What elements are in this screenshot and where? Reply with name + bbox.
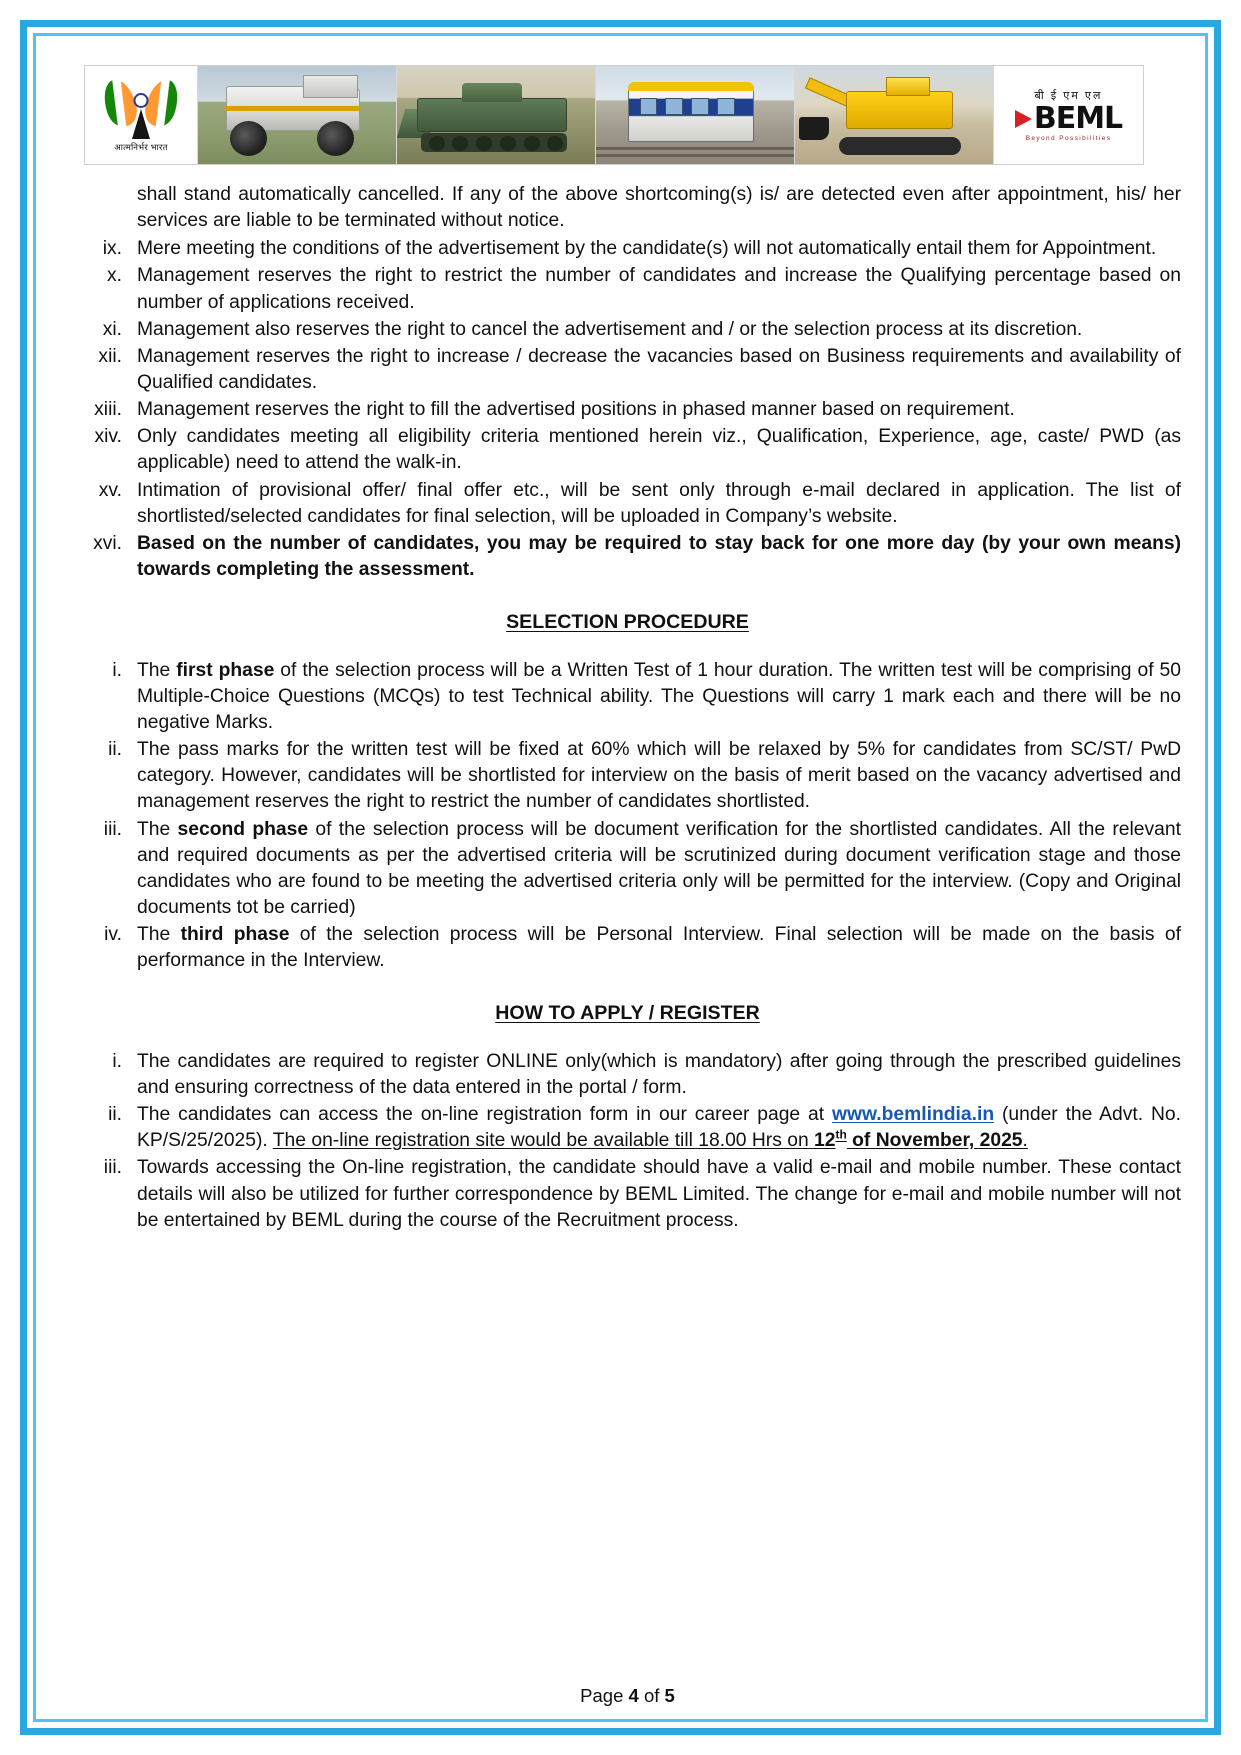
beml-logo-tagline: Beyond Possibilities (1025, 135, 1112, 142)
list-item-marker: xvi. (93, 532, 122, 554)
underlined-phrase: . (1022, 1130, 1028, 1152)
list-item-marker: iii. (103, 818, 122, 840)
ashoka-chakra-icon (134, 93, 149, 108)
armoured-military-vehicle-photo (396, 66, 595, 164)
footer-middle: of (638, 1685, 665, 1706)
list-item-text (137, 739, 1181, 812)
list-item-text (137, 1157, 1181, 1230)
bold-phrase: second phase (177, 818, 309, 840)
text-run: of the selection process will be document verification for the shortlisted candidates. All the relevant and required documents as per the advertised criteria will be scrutinized during document verification stage and those candidates who are found to be meeting the advertised criteria only will be permitted for the interview. (Copy and Original documents tot be carried) (137, 818, 1181, 918)
list-item-marker: iv. (104, 924, 122, 946)
list-item-marker: ii. (108, 1104, 122, 1126)
list-item-marker: ix. (102, 238, 122, 260)
text-run: of the selection process will be a Written Test of 1 hour duration. The written test will be comprising of 50 Multiple-Choice Questions (MCQs) to test Technical ability. The Questions will carry 1 mark each and there will be no negative Marks. (137, 659, 1181, 733)
list-item-marker: xv. (98, 479, 122, 501)
list-item (74, 817, 1181, 922)
emblem-flame-icon (132, 109, 150, 139)
page-border-outer (20, 20, 1221, 1735)
deadline-phrase: 12 (814, 1130, 836, 1152)
list-item-text: Only candidates meeting all eligibility criteria mentioned herein viz., Qualification, Experience, age, caste/ PWD (as applicable) need to attend the walk-in. (137, 426, 1181, 474)
metro-rail-coach-photo (595, 66, 794, 164)
list-item (74, 397, 1181, 423)
list-item-text: Management reserves the right to restrict the number of candidates and increase the Qualifying percentage based on number of applications received. (137, 265, 1181, 313)
list-item-text: Mere meeting the conditions of the advertisement by the candidate(s) will not automatically entail them for Appointment. (137, 238, 1157, 260)
how-to-apply-heading-text: HOW TO APPLY / REGISTER (495, 1002, 760, 1025)
selection-procedure-heading (74, 609, 1181, 636)
emblem-caption: आत्मनिर्भर भारत (114, 142, 168, 152)
bemlindia-website-link[interactable]: www.bemlindia.in (831, 1104, 995, 1126)
general-conditions-list (74, 236, 1181, 583)
header-banner (84, 65, 1144, 165)
list-item (74, 922, 1181, 974)
list-item (74, 531, 1181, 583)
footer-prefix: Page (580, 1685, 629, 1706)
list-item-text (137, 1051, 1181, 1098)
beml-logo-wordmark (1015, 101, 1123, 136)
continued-paragraph: shall stand automatically cancelled. If any of the above shortcoming(s) is/ are detected even after appointment, his/ her services are liable to be terminated without notice. (137, 184, 1181, 232)
list-item-text (137, 660, 1181, 733)
text-run: The pass marks for the written test will be fixed at 60% which will be relaxed by 5% for candidates from SC/ST/ PwD category. However, candidates will be shortlisted for interview on the basis of merit based on the vacancy advertised and management reserves the right to restrict the number of candidates shortlisted. (137, 739, 1181, 813)
list-item (74, 658, 1181, 736)
list-item-marker: xiv. (94, 426, 122, 448)
list-item (74, 236, 1181, 262)
list-item (74, 344, 1181, 396)
list-item (74, 1049, 1181, 1101)
list-item-marker: i. (112, 659, 122, 681)
list-item (74, 1155, 1181, 1233)
beml-arrow-icon (1015, 110, 1032, 128)
text-run: Towards accessing the On-line registration, the candidate should have a valid e-mail and mobile number. These contact details will also be utilized for further correspondence by BEML Limited. The change for e-mail and mobile number will not be entertained by BEML during the course of the Recruitment process. (137, 1157, 1181, 1231)
list-item-marker: xi. (102, 318, 122, 340)
list-item (74, 424, 1181, 476)
bold-phrase: first phase (176, 659, 275, 681)
beml-logo (993, 66, 1143, 164)
text-run: The (137, 924, 181, 946)
footer-total-pages: 5 (664, 1685, 675, 1706)
list-item-text: Management also reserves the right to cancel the advertisement and / or the selection process at its discretion. (137, 318, 1083, 340)
emblem-wings-icon (104, 77, 178, 139)
page-footer (74, 1685, 1181, 1707)
beml-logo-hindi-text: बी ई एम एल (1034, 90, 1103, 102)
text-run: The candidates are required to register ONLINE only(which is mandatory) after going through the prescribed guidelines and ensuring correctness of the data entered in the portal / form. (137, 1050, 1181, 1099)
text-run: The candidates can access the on-line registration form in our career page at (137, 1104, 832, 1126)
beml-logo-text: BEML (1033, 101, 1123, 136)
text-run: (under the Advt. No. KP/S/25/2025). (137, 1104, 1181, 1152)
deadline-phrase: of November, 2025 (846, 1130, 1023, 1152)
list-item-text: Management reserves the right to increase / decrease the vacancies based on Business requirements and availability of Qualified candidates. (137, 345, 1181, 393)
underlined-phrase: The on-line registration site would be available till 18.00 Hrs on (272, 1130, 815, 1152)
list-item-text (137, 819, 1181, 918)
list-item-text (137, 1104, 1181, 1151)
footer-current-page: 4 (628, 1685, 639, 1706)
how-to-apply-heading (74, 1000, 1181, 1027)
text-run: The (137, 659, 177, 681)
list-item-text: Based on the number of candidates, you may be required to stay back for one more day (by your own means) towards completing the assessment. (137, 532, 1181, 580)
selection-procedure-list (74, 658, 1181, 975)
hydraulic-excavator-photo (794, 66, 993, 164)
list-item-marker: iii. (103, 1157, 122, 1179)
list-item-text: Management reserves the right to fill the advertised positions in phased manner based on requirement. (137, 399, 1015, 421)
list-item (74, 478, 1181, 530)
mining-dump-truck-photo (197, 66, 396, 164)
atmanirbhar-bharat-emblem (85, 66, 197, 164)
list-item-text: Intimation of provisional offer/ final offer etc., will be sent only through e-mail declared in application. The list of shortlisted/selected candidates for final selection, will be uploaded in Company’s website. (137, 479, 1181, 527)
list-item-marker: x. (107, 265, 122, 287)
ordinal-suffix: th (835, 1127, 847, 1142)
list-item (74, 263, 1181, 315)
list-item (74, 1102, 1181, 1154)
list-item-marker: xii. (98, 345, 122, 367)
bold-phrase: third phase (180, 924, 290, 946)
list-item-text (137, 924, 1181, 971)
list-item (74, 317, 1181, 343)
list-item-marker: ii. (108, 739, 122, 761)
list-item-marker: xiii. (94, 399, 122, 421)
document-body (74, 182, 1181, 1234)
selection-procedure-heading-text: SELECTION PROCEDURE (506, 611, 749, 634)
list-item (74, 737, 1181, 815)
how-to-apply-list (74, 1049, 1181, 1234)
list-item-marker: i. (112, 1050, 122, 1072)
text-run: The (137, 818, 178, 840)
page-content (74, 65, 1181, 1725)
text-run: of the selection process will be Personal Interview. Final selection will be made on the basis of performance in the Interview. (137, 924, 1181, 972)
